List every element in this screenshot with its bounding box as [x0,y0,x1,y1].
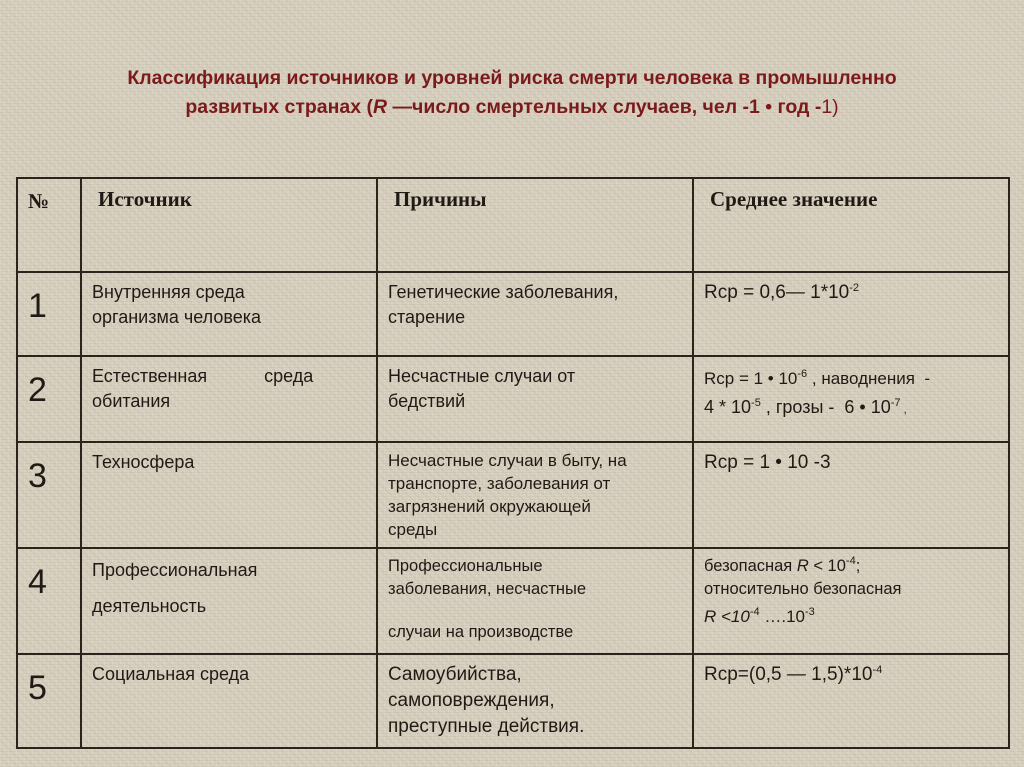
source-line: Естественная среда [92,366,314,386]
causes-line: транспорте, заболевания от [388,474,611,493]
average-part: , [900,404,907,416]
average-part: ….10 [759,607,805,626]
row-causes [377,442,693,548]
average-exponent: -4 [845,555,856,567]
source-line: Внутренняя среда [92,282,245,302]
title-part-a: развитых странах ( [185,96,374,118]
causes-line: бедствий [388,391,466,411]
title-line-2 [40,93,984,122]
row-source [81,272,377,356]
average-part: ; [855,557,861,575]
average-exponent: -2 [849,282,860,294]
average-line [704,393,998,425]
average-part: < 10 [808,557,846,575]
table-row [17,654,1009,748]
row-average [693,272,1009,356]
source-line: организма человека [92,307,261,327]
header-source [81,178,377,272]
average-line [704,364,998,393]
header-source-label: Источник [98,187,192,211]
row-causes [377,356,693,442]
r-symbol: R [796,557,809,575]
causes-line: загрязнений окружающей [388,497,591,516]
row-number: 2 [17,356,81,442]
average-value: Rср=(0,5 — 1,5)*10 [704,664,873,685]
causes-line: преступные действия. [388,716,585,737]
title-r-symbol: R [373,96,388,118]
title-line-1: Классификация источников и уровней риска смерти человека в промышленно [127,67,897,89]
average-part: <10 [716,607,750,626]
row-causes [377,654,693,748]
average-value: Rср = 0,6— 1*10 [704,282,850,303]
source-line: Социальная среда [92,664,250,684]
average-exponent: -4 [749,606,760,618]
source-line: Техносфера [92,452,195,472]
average-exponent: -4 [872,664,883,676]
table-row [17,272,1009,356]
source-line: обитания [92,391,171,411]
r-symbol: R [704,607,717,626]
source-line: деятельность [92,596,207,616]
row-number: 5 [17,654,81,748]
average-line: относительно безопасная [704,580,902,598]
average-exponent: -6 [797,368,808,380]
row-causes [377,272,693,356]
table-row [17,356,1009,442]
causes-line: старение [388,307,466,327]
row-number: 1 [17,272,81,356]
header-number: № [17,178,81,272]
average-line [704,605,998,628]
row-average [693,548,1009,654]
slide-title [40,64,984,122]
header-causes-label: Причины [394,187,487,211]
average-part: безопасная [704,557,797,575]
average-part: , наводнения - [807,369,931,388]
causes-line: Самоубийства, [388,664,522,685]
causes-line: самоповреждения, [388,690,555,711]
causes-line: Несчастные случаи в быту, на [388,451,627,470]
average-part: 4 * 10 [704,397,752,417]
causes-line: случаи на производстве [388,623,574,641]
average-part: Rср = 1 • 10 [704,369,798,388]
average-exponent: -5 [751,397,761,409]
header-average-label: Среднее значение [710,187,878,211]
table-header-row [17,178,1009,272]
causes-line: среды [388,520,438,539]
causes-line: заболевания, несчастные [388,580,587,598]
causes-line: Несчастные случаи от [388,366,576,386]
table-row [17,442,1009,548]
row-number: 3 [17,442,81,548]
row-source [81,548,377,654]
causes-line: Профессиональные [388,557,543,575]
row-number: 4 [17,548,81,654]
average-line [704,555,998,578]
row-causes [377,548,693,654]
average-exponent: -3 [804,606,815,618]
average-value: Rср = 1 • 10 -3 [704,452,831,473]
row-average [693,442,1009,548]
title-part-c: 1) [821,96,839,118]
title-part-b: —число смертельных случаев, чел -1 • год - [387,96,822,118]
risk-table [16,177,1010,749]
row-source [81,356,377,442]
source-line: Профессиональная [92,560,258,580]
table-row [17,548,1009,654]
average-part: , грозы - 6 • 10 [760,397,891,417]
row-average [693,356,1009,442]
row-average [693,654,1009,748]
row-source [81,654,377,748]
causes-line: Генетические заболевания, [388,282,619,302]
average-exponent: -7 [890,397,901,409]
header-average [693,178,1009,272]
header-causes [377,178,693,272]
row-source [81,442,377,548]
